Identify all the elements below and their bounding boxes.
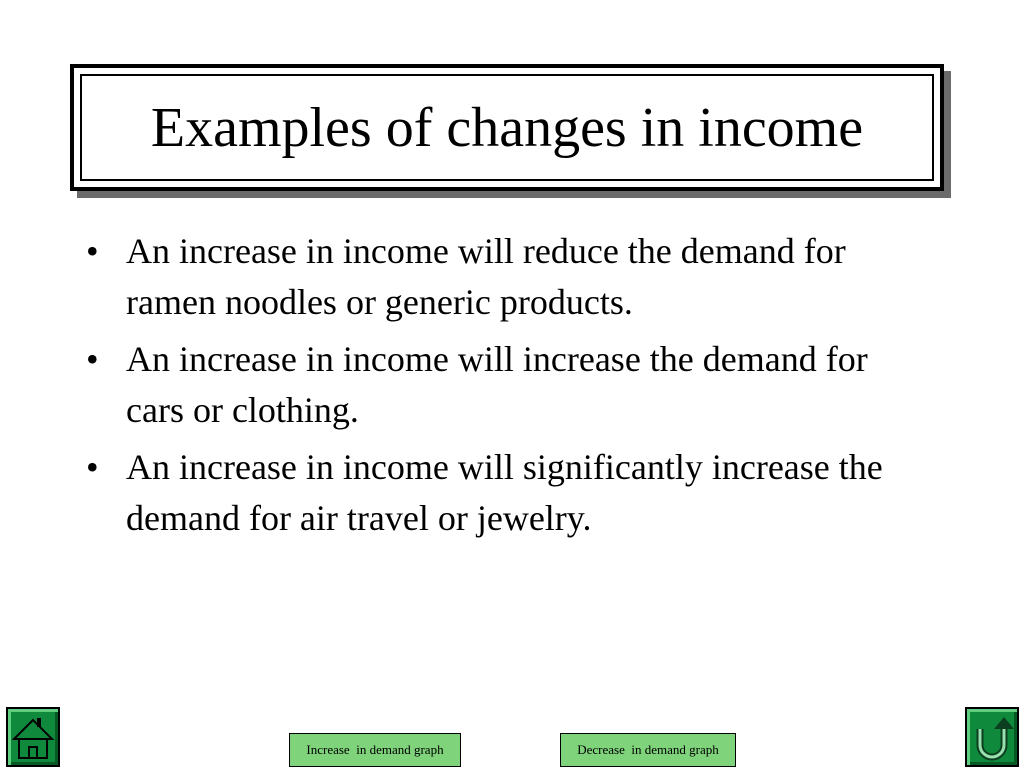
bullet-text: An increase in income will increase the demand for cars or clothing. — [126, 339, 868, 430]
home-icon — [8, 709, 58, 765]
bullet-marker: • — [86, 231, 99, 271]
bullet-item — [86, 442, 886, 544]
slide-title: Examples of changes in income — [150, 96, 864, 159]
title-box — [70, 64, 944, 191]
bullet-text: An increase in income will reduce the demand for ramen noodles or generic products. — [126, 231, 846, 322]
return-button[interactable] — [965, 707, 1019, 767]
return-arrow-icon — [967, 709, 1017, 765]
bullet-item — [86, 226, 886, 328]
bullet-item — [86, 334, 886, 436]
bullet-text: An increase in income will significantly increase the demand for air travel or jewelry. — [126, 447, 883, 538]
bullet-list — [86, 226, 886, 550]
increase-demand-graph-link[interactable]: Increase in demand graph — [289, 733, 461, 767]
decrease-demand-graph-link[interactable]: Decrease in demand graph — [560, 733, 736, 767]
title-inner-border — [80, 74, 934, 181]
home-button[interactable] — [6, 707, 60, 767]
bullet-marker: • — [86, 447, 99, 487]
bullet-marker: • — [86, 339, 99, 379]
